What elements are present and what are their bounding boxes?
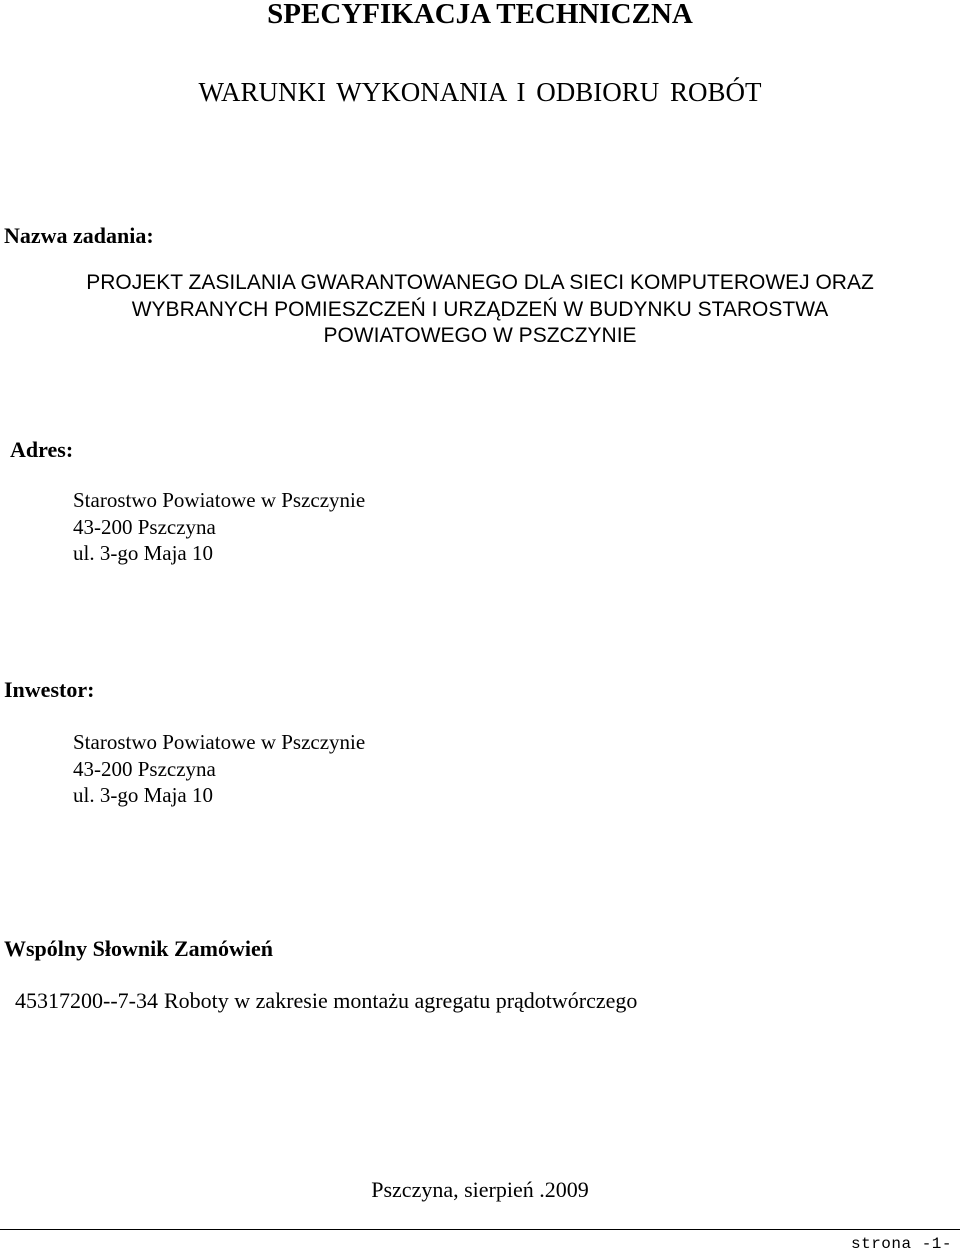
investor-label: Inwestor: [4, 677, 95, 702]
project-title-line-1: PROJEKT ZASILANIA GWARANTOWANEGO DLA SIECI KOMPUTEROWEJ ORAZ [86, 271, 874, 294]
cpv-description: Roboty w zakresie montażu agregatu prądotwórczego [163, 988, 638, 1013]
page-number: strona -1- [850, 1235, 952, 1253]
project-title [0, 270, 960, 350]
document-title: SPECYFIKACJA TECHNICZNA [267, 0, 693, 30]
project-title-line-2: WYBRANYCH POMIESZCZEŃ I URZĄDZEŃ W BUDYNKU STAROSTWA [131, 297, 829, 321]
cpv-label: Wspólny Słownik Zamówień [4, 936, 273, 961]
investor-line-3: ul. 3-go Maja 10 [73, 783, 213, 808]
address-line-3: ul. 3-go Maja 10 [73, 541, 213, 566]
address-block [73, 487, 365, 567]
cpv-code: 45317200--7-34 [15, 988, 158, 1013]
document-subtitle: WARUNKI WYKONANIA I ODBIORU ROBÓT [198, 77, 762, 107]
investor-line-2: 43-200 Pszczyna [73, 756, 216, 781]
place-and-date: Pszczyna, sierpień .2009 [371, 1177, 589, 1202]
project-title-line-3: POWIATOWEGO W PSZCZYNIE [323, 324, 637, 347]
footer-divider [0, 1229, 960, 1230]
address-label: Adres: [10, 437, 74, 462]
investor-block [73, 729, 365, 809]
task-name-label: Nazwa zadania: [4, 223, 154, 248]
cpv-entry [15, 986, 637, 1016]
investor-line-1: Starostwo Powiatowe w Pszczynie [73, 730, 366, 754]
address-line-1: Starostwo Powiatowe w Pszczynie [73, 488, 366, 512]
address-line-2: 43-200 Pszczyna [73, 514, 216, 539]
